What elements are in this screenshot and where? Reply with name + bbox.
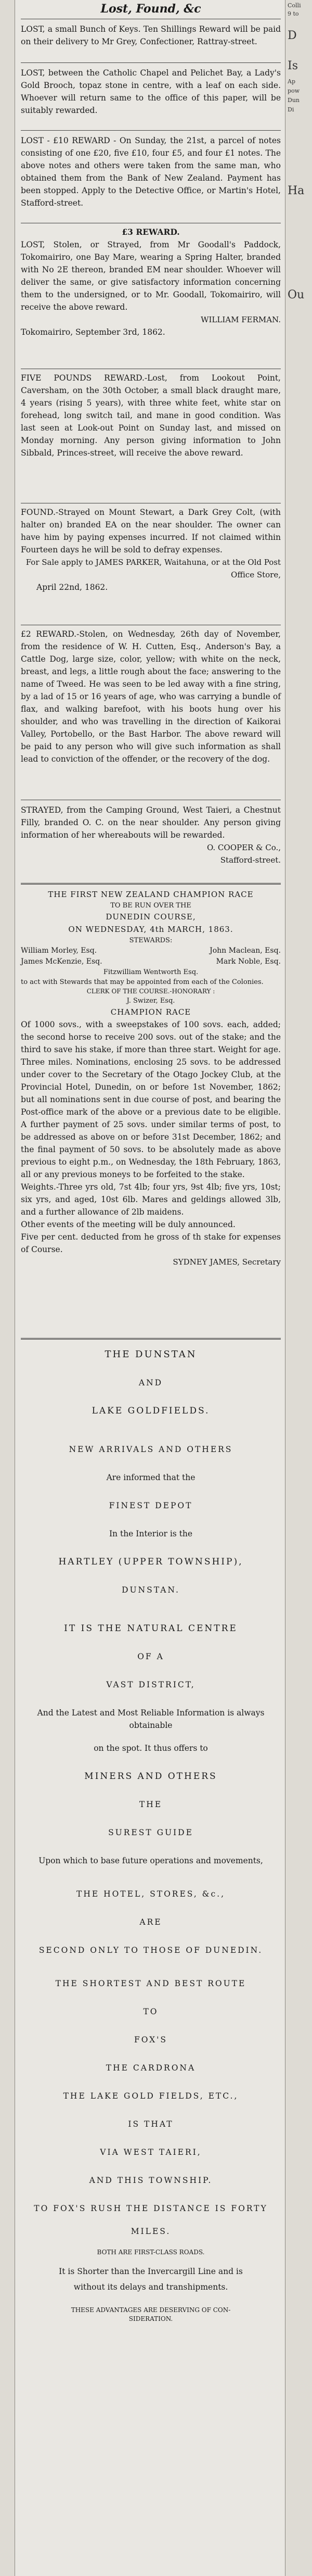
race-other-events: Other events of the meeting will be duly announced. (21, 1220, 236, 1229)
divider (21, 130, 281, 131)
race-weights: Weights.-Three yrs old, 7st 4lb; four yrs, 9st 4lb; five yrs, 10st; six yrs, and aged, 10st 6lb. Mares and geldings allowed 3lb, and a further allowance of 2lb maidens. (21, 1182, 281, 1217)
steward-name: Mark Noble, Esq. (216, 957, 281, 966)
dunstan-line: BOTH ARE FIRST-CLASS ROADS. (97, 2249, 205, 2256)
clerk-label: CLERK OF THE COURSE.-HONORARY : (86, 988, 215, 995)
race-deduction: Five per cent. deducted from he gross of th stake for expenses of Course. (21, 1232, 281, 1254)
right-fragment: D (288, 29, 297, 42)
stewards-row (21, 945, 281, 956)
dunstan-line: TO (143, 2007, 159, 2016)
steward-name: William Morley, Esq. (21, 946, 97, 955)
dunstan-line: SUREST GUIDE (108, 1828, 193, 1837)
dunstan-line: HARTLEY (UPPER TOWNSHIP), (58, 1557, 243, 1567)
stewards-label: STEWARDS: (129, 937, 173, 944)
dunstan-line: Upon which to base future operations and movements, (38, 1856, 263, 1865)
dunstan-line: TO FOX'S RUSH THE DISTANCE IS FORTY (34, 2204, 268, 2213)
ad-body: STRAYED, from the Camping Ground, West Taieri, a Chestnut Filly, branded O. C. on the near shoulder. Any person giving information of her whereabouts will be rewarded. (21, 805, 281, 840)
steward-name: John Maclean, Esq. (210, 946, 281, 955)
ad-strayed-filly (21, 804, 281, 866)
ad-signature: O. COOPER & Co., (206, 843, 281, 852)
dunstan-line: It is Shorter than the Invercargill Line and is (59, 2267, 243, 2276)
stewards-row (21, 956, 281, 967)
dunstan-line: And the Latest and Most Reliable Information is always obtainable (37, 1708, 265, 1730)
clerk-name: J. Swizer, Esq. (126, 997, 175, 1005)
dunstan-line: IT IS THE NATURAL CENTRE (64, 1623, 238, 1634)
race-conditions: Of 1000 sovs., with a sweepstakes of 100 sovs. each, added; the second horse to receive 200 sovs. out of the stake; and the third to save his stake, if more than three start. Weight for age. Three miles. Nominations, enclosing 25 sovs. to be addressed under cover to the Secretary of the Otago Jockey Club, at the Provincial Hotel, Dunedin, on or before 1st November, 1862; but all nominations sent in due course of post, and bearing the Post-office mark of the above or a previous date to be eligible. A further payment of 25 sovs. under similar terms of post, to be addressed as above on or before 31st December, 1862; and the final payment of 50 sovs. to be absolutely made as above previous to eight p.m., on Wednesday, the 18th February, 1863, all or any previous moneys to be forfeited to the stake. (21, 1020, 281, 1179)
ad-signature: For Sale apply to JAMES PARKER, Waitahuna, or at the Old Post Office Store, (25, 558, 281, 579)
ad-body: LOST, between the Catholic Chapel and Pelichet Bay, a Lady's Gold Brooch, topaz stone in centre, with a leaf on each side. Whoever will return same to the office of this paper, will be suitably rewarded. (21, 68, 281, 115)
ad-body: LOST - £10 REWARD - On Sunday, the 21st, a parcel of notes consisting of one £20, five £10, four £5, and four £1 notes. The above notes and others were taken from the same man, who obtained them from the Bank of New Zealand. Payment has been stopped. Apply to the Detective Office, or Martin's Hotel, Stafford-street. (21, 136, 281, 208)
race-date: ON WEDNESDAY, 4th MARCH, 1863. (68, 925, 233, 934)
race-line: TO BE RUN OVER THE (110, 902, 191, 910)
right-fragment: Di (288, 106, 294, 113)
divider (21, 62, 281, 63)
ad-date: Tokomairiro, September 3rd, 1862. (21, 327, 165, 337)
dunstan-line: FOX'S (134, 2035, 168, 2044)
dunstan-title: LAKE GOLDFIELDS. (92, 1406, 210, 1416)
race-secretary: SYDNEY JAMES, Secretary (173, 1257, 281, 1267)
ad-body: LOST, Stolen, or Strayed, from Mr Goodall's Paddock, Tokomairiro, one Bay Mare, wearing a Spring Halter, branded with No 2E thereon, branded EM near shoulder. Whoever will deliver the same, or give satisfactory information concerning them to the undersigned, or to Mr. Goodall, Tokomairiro, will receive the above reward. (21, 240, 281, 312)
dunstan-line: THE (139, 1800, 163, 1809)
steward-name: Fitzwilliam Wentworth Esq. (103, 968, 199, 976)
ad-lost-notes (21, 134, 281, 209)
dunstan-line: IS THAT (128, 2119, 174, 2129)
ad-stolen-dog (21, 628, 281, 765)
divider (21, 883, 281, 885)
dunstan-line: SIDERATION. (128, 2315, 173, 2322)
right-fragment: pow (288, 87, 300, 94)
cup-title: CHAMPION RACE (110, 1007, 191, 1017)
right-fragment: Ap (288, 78, 295, 85)
dunstan-line: In the Interior is the (109, 1529, 193, 1538)
right-fragment: Dun (288, 97, 300, 104)
dunstan-line: THESE ADVANTAGES ARE DESERVING OF CON- (71, 2306, 231, 2314)
ad-champion-race (21, 888, 281, 1268)
dunstan-line: VIA WEST TAIERI, (100, 2148, 202, 2157)
race-title: THE FIRST NEW ZEALAND CHAMPION RACE (48, 890, 254, 899)
dunstan-line: THE HOTEL, STORES, &c., (76, 1889, 226, 1899)
dunstan-line: DUNSTAN. (122, 1585, 180, 1595)
dunstan-line: AND THIS TOWNSHIP. (89, 2176, 213, 2185)
dunstan-line: THE CARDRONA (106, 2063, 196, 2073)
ad-found-colt (21, 506, 281, 594)
ad-dunstan (21, 1348, 281, 2324)
right-fragment: Colli (288, 2, 301, 9)
dunstan-line: OF A (137, 1652, 164, 1661)
dunstan-line: MINERS AND OTHERS (84, 1771, 217, 1782)
ad-body: FOUND.-Strayed on Mount Stewart, a Dark Grey Colt, (with halter on) branded EA on the near shoulder. The owner can have him by paying expenses incurred. If not claimed within Fourteen days he will be sold to defray expenses. (21, 508, 281, 554)
dunstan-line: FINEST DEPOT (109, 1501, 193, 1510)
ad-body: LOST, a small Bunch of Keys. Ten Shillings Reward will be paid on their delivery to Mr Grey, Confectioner, Rattray-street. (21, 24, 281, 46)
section-title: Lost, Found, &c (100, 2, 201, 16)
ad-lost-keys (21, 23, 281, 48)
dunstan-line: MILES. (131, 2227, 171, 2236)
dunstan-title: THE DUNSTAN (105, 1349, 197, 1360)
dunstan-line: Are informed that the (106, 1473, 196, 1482)
dunstan-line: NEW ARRIVALS AND OTHERS (69, 1445, 233, 1454)
race-course: DUNEDIN COURSE, (106, 912, 196, 921)
ad-signature: Stafford-street. (220, 855, 281, 865)
right-fragment: Ha (288, 184, 305, 197)
steward-note: to act with Stewards that may be appointed from each of the Colonies. (21, 978, 264, 986)
right-fragment: 9 to (288, 10, 299, 17)
steward-name: James McKenzie, Esq. (21, 957, 102, 966)
right-adjacent-column (285, 0, 312, 2576)
dunstan-line: VAST DISTRICT, (106, 1680, 196, 1689)
dunstan-line: without its delays and transhipments. (73, 2282, 228, 2292)
divider (21, 1338, 281, 1340)
ad-signature: WILLIAM FERMAN. (201, 315, 281, 324)
ad-body: £2 REWARD.-Stolen, on Wednesday, 26th day of November, from the residence of W. H. Cutten, Esq., Anderson's Bay, a Cattle Dog, large size, color, yellow; with white on the neck, breast, and legs, a little rough about the face; answering to the name of Tweed. He was seen to be led away with a fine string, by a lad of 15 or 16 years of age, who was carrying a bundle of flax, and walking barefoot, with his boots hung over his shoulder, and who was travelling in the direction of Kaikorai Valley, Portobello, or the Bast Harbor. The above reward will be paid to any person who will give such information as shall lead to conviction of the offender, or the recovery of the dog. (21, 629, 281, 764)
ad-body: FIVE POUNDS REWARD.-Lost, from Lookout Point, Caversham, on the 30th October, a small black draught mare, 4 years (rising 5 years), with three white feet, white star on forehead, long switch tail, and mane in good condition. Was last seen at Look-out Point on Sunday last, and missed on Monday morning. Any person giving information to John Sibbald, Princes-street, will receive the above reward. (21, 373, 281, 458)
dunstan-title: AND (138, 1378, 163, 1387)
right-fragment: Is (288, 59, 298, 72)
dunstan-line: on the spot. It thus offers to (94, 1744, 208, 1753)
ad-date: April 22nd, 1862. (36, 583, 108, 592)
dunstan-line: THE LAKE GOLD FIELDS, ETC., (63, 2091, 239, 2101)
dunstan-line: ARE (139, 1917, 162, 1927)
main-column (21, 0, 281, 2576)
ad-five-pounds-reward (21, 372, 281, 459)
right-fragment: Ou (288, 288, 305, 301)
dunstan-line: SECOND ONLY TO THOSE OF DUNEDIN. (38, 1946, 263, 1955)
ad-lost-mare (21, 226, 281, 338)
left-adjacent-column (0, 0, 15, 2576)
ad-heading: £3 REWARD. (122, 227, 180, 237)
dunstan-line: THE SHORTEST AND BEST ROUTE (55, 1979, 246, 1988)
ad-lost-brooch (21, 67, 281, 117)
